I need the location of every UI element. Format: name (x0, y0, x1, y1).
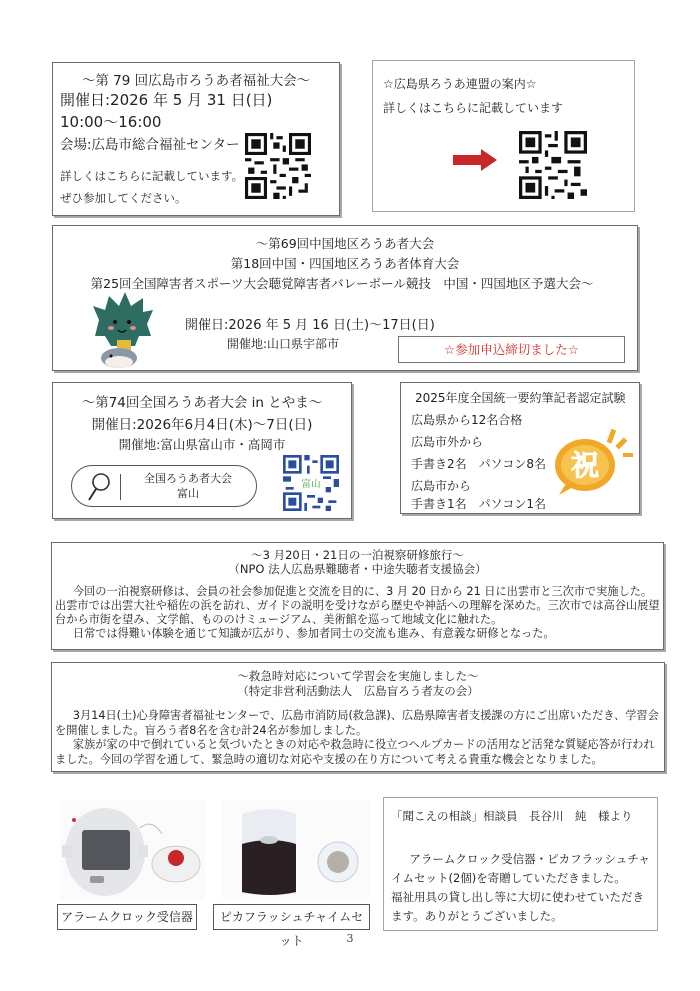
flash-chime-set-caption: ピカフラッシュチャイムセット (213, 904, 370, 930)
toyama-convention-title: ～第74回全国ろうあ者大会 in とやま～ (81, 395, 323, 411)
alarm-clock-receiver-caption: アラームクロック受信器 (57, 904, 197, 930)
chugoku-convention-line1: ～第69回中国地区ろうあ者大会 (255, 236, 435, 251)
donation-paragraph-1: アラームクロック受信器・ピカフラッシュチャイムセット(2個)を寄贈していただきました。 (391, 852, 650, 885)
search-separator (120, 474, 121, 500)
exam-line5: 手書き1名 パソコン1名 (411, 497, 547, 511)
welfare-convention-venue: 会場:広島市総合福祉センター (60, 137, 240, 153)
exam-title: 2025年度全国統一要約筆記者認定試験 (415, 391, 626, 405)
search-keyword-line1: 全国ろうあ者大会 (144, 472, 232, 485)
mascot-character-icon (91, 292, 155, 370)
registration-closed-notice: ☆参加申込締切ました☆ (398, 336, 625, 363)
donation-body (391, 850, 651, 926)
celebration-icon (551, 423, 635, 497)
qr-code-icon[interactable] (519, 131, 587, 199)
search-keyword-line2: 富山 (177, 487, 199, 500)
emergency-study-box (51, 662, 665, 772)
toyama-convention-place: 開催地:富山県富山市・高岡市 (118, 437, 286, 452)
federation-info-note: 詳しくはこちらに記載しています (383, 101, 564, 115)
donation-from: 「聞こえの相談」相談員 長谷川 純 様より (391, 809, 633, 823)
qr-toyama-label: 富山 (301, 479, 321, 490)
emergency-study-body (55, 709, 661, 767)
qr-code-icon[interactable] (245, 133, 311, 199)
exam-results-box (400, 382, 640, 514)
exam-line3: 手書き2名 パソコン8名 (411, 457, 547, 471)
welfare-convention-box (52, 62, 340, 216)
flash-chime-set-photo (222, 800, 370, 900)
welfare-convention-note: 詳しくはこちらに記載しています。 (60, 169, 244, 183)
emergency-study-paragraph-2: 家族が家の中で倒れていると気づいたときの対応や救急時に役立つヘルプカードの活用など活発な質疑応答が行われました。今回の学習を通して、緊急時の適切な対応や支援の在り方について考える貴重な機会となりました。 (55, 738, 655, 766)
exam-line2: 広島市外から (411, 435, 484, 449)
federation-info-box (372, 60, 635, 212)
search-box[interactable] (71, 465, 257, 507)
study-trip-heading: ～3 月20日・21日の一泊視察研修旅行～ (251, 548, 464, 562)
toyama-convention-date: 開催日:2026年6月4日(木)～7日(日) (91, 417, 313, 433)
study-trip-body (55, 585, 660, 641)
chugoku-convention-line3: 第25回全国障害者スポーツ大会聴覚障害者バレーボール競技 中国・四国地区予選大会～ (90, 276, 594, 291)
welfare-convention-invite: ぜひ参加してください。 (60, 191, 187, 205)
toyama-convention-box (52, 382, 352, 519)
welfare-convention-date: 開催日:2026 年 5 月 31 日(日) (60, 91, 273, 109)
qr-code-icon[interactable] (283, 455, 339, 511)
study-trip-box (51, 542, 664, 650)
chugoku-convention-line2: 第18回中国・四国地区ろうあ者体育大会 (230, 256, 460, 271)
welfare-convention-title: ～第 79 回広島市ろうあ者福祉大会～ (81, 73, 311, 89)
magnifier-icon (86, 472, 112, 502)
exam-line1: 広島県から12名合格 (411, 413, 523, 427)
search-keywords (124, 471, 252, 501)
chugoku-convention-place: 開催地:山口県宇部市 (227, 337, 340, 351)
alarm-clock-receiver-photo (60, 800, 205, 900)
emergency-study-organization: （特定非営利活動法人 広島盲ろう者友の会） (237, 684, 479, 698)
welfare-convention-time: 10:00～16:00 (60, 113, 162, 131)
study-trip-paragraph-1: 今回の一泊視察研修は、会員の社会参加促進と交流を目的に、3 月 20 日から 21 日に出雲市と三次市で実施した。出雲市では出雲大社や稲佐の浜を訪れ、ガイドの説明を受けながら歴史や神話への理解を深めた。三次市では高谷山展望台から市街を望み、文学館、もののけミュージアム、美術館を巡って地域文化に触れた。 (55, 585, 660, 626)
svg-text:祝: 祝 (570, 449, 600, 482)
federation-info-title: ☆広島県ろうあ連盟の案内☆ (383, 77, 537, 91)
study-trip-organization: （NPO 法人広島県難聴者・中途失聴者支援協会） (228, 562, 487, 576)
chugoku-convention-box (52, 225, 638, 371)
donation-paragraph-2: 福祉用具の貸し出し等に大切に使わせていただきます。ありがとうございました。 (391, 890, 644, 923)
emergency-study-heading: ～救急時対応について学習会を実施しました～ (237, 669, 479, 683)
page-number: 3 (346, 932, 354, 945)
study-trip-paragraph-2: 日常では得難い体験を通じて知識が広がり、参加者同士の交流も進み、有意義な研修となった。 (72, 627, 555, 640)
donation-box (383, 797, 658, 931)
chugoku-convention-date: 開催日:2026 年 5 月 16 日(土)～17日(日) (185, 318, 435, 333)
exam-line4: 広島市から (411, 479, 472, 493)
right-arrow-icon (453, 149, 497, 171)
emergency-study-paragraph-1: 3月14日(土)心身障害者福祉センターで、広島市消防局(救急課)、広島県障害者支援課の方にご出席いただき、学習会を開催しました。盲ろう者8名を含む計24名が参加しました。 (55, 709, 659, 737)
